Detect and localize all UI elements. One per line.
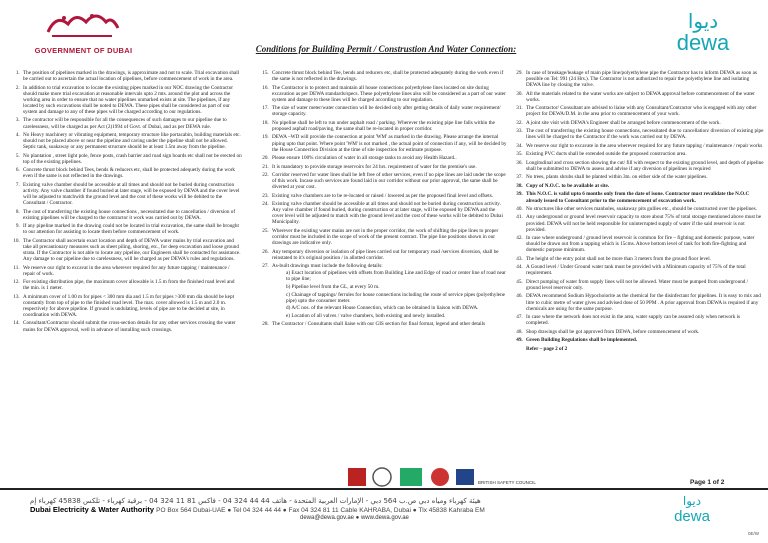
condition-item: 32. A joint site visit with DEWA's Engineer shall be arranged before commencement of the work. xyxy=(524,120,764,126)
condition-item: 20. Please ensure 100% circulation of water in all storage tanks to avoid any Health Hazard.. xyxy=(270,155,507,161)
condition-item: 39. This N.O.C. is valid upto 6 months only from the date of isone. Contractor must revalidate the N.O.C already issued to Consultant prior to the commencement of excavation work. xyxy=(524,191,764,203)
condition-item: 7. Existing valve chamber should be accessible at all times and should not be buried during construction activity. Any valve chamber if found buried at later stage, will be exposed by DEWA and the cover level will be adjusted to matchwith the ground level and the cost of these works will be debited to the Consultant / Contractor. xyxy=(21,182,242,206)
dewa-logo-arabic: ديوا xyxy=(687,9,719,33)
as-built-detail: b) Pipeline level from the GL, at every 50 m. xyxy=(286,284,380,290)
condition-item: 15. Concrete thrust block behind Tee, bends and reducers etc, shall be protected adequately during the work even if the same is not reflected in the drawings. xyxy=(270,70,507,82)
condition-item: 34. We reserve our right to excavate in the area wherever required for any future tapping / maintenance / repair works xyxy=(524,143,764,149)
condition-item: 43. The height of the entry point shall not be more than 3 meters from the ground floor level. xyxy=(524,256,764,262)
dewa-logo-english: dewa xyxy=(676,30,730,54)
condition-item: 18. No pipeline shall be left to run under asphalt road / parking. Wherever the existing pipe line falls within the proposed asphalt road/paving, the same shall be re-located in proper corridor. xyxy=(270,120,507,132)
as-built-detail: c) Chainage of tappings/ ferrules for house connections including the route of service pipes (polyethylene pipe) upto the consumer meter. xyxy=(286,291,505,304)
dewa-logo xyxy=(648,6,758,54)
condition-item: 33. The cost of transferring the existing house connections, necessitated due to cancellation/ diversion of existing pipe lines will be charged to the Contractor if the work was carried out by DEWA. xyxy=(524,128,764,140)
condition-item: 21. It is mandatory to provide storage reservoirs for 24 hrs. requirement of water for the premise's use. xyxy=(270,164,507,170)
condition-item: 19. DEWA –WD will provide the connection at point 'WM' as marked in the drawing. Please arrange the internal piping upto that point. Where point 'WM' is not marked , the actual point of connection if any, will be decided by the House Connection Division at the time of site inspection for estimate purpose. xyxy=(270,134,507,152)
condition-item: 14. Consultant/Contractor should submit the cross-section details for any other services crossing the water mains for DEWA approval, well in advance of installing such crossings. xyxy=(21,320,242,332)
condition-item: 9. If any pipeline marked in the drawing could not be located in trial excavation, the same shall be brought to our attention for assisting to locate them before commencement of work. xyxy=(21,223,242,235)
footer-arabic-address: هيئة كهرباء ومياه دبي ص.ب 564 دبي - الإمارات العربية المتحدة - هاتف 44 44 324 04 - فاكس 81 11 324 04 - برقية كهرباء - تلكس 45838 كهرباء إم xyxy=(30,497,481,505)
condition-item: 48. Shop drawings shall be got approved from DEWA, before commencement of work. xyxy=(524,329,764,335)
condition-item: 13. A minimum cover of 1.00 m for pipes < 300 mm dia and 1.5 m for pipes >300 mm dia should be kept constantly from top of pipe to the finished road level. The max. cover allowed is 1.5 m and 2.0 m. respectively for above pipeline. If ground is undulating, levels of pipe are to be decided at site, in coordination with DEWA. xyxy=(21,294,242,318)
condition-item: 38. Copy of N.O.C. to be available at site. xyxy=(524,183,764,189)
condition-item: 11. We reserve our right to excavat in the area wherever required for any future tapping / maintenance / repair of work. xyxy=(21,265,242,277)
footer-web-email: dewa@dewa.gov.ae ● www.dewa.gov.ae xyxy=(300,515,409,521)
condition-item: 1. The position of pipelines marked in the drawings, is approximate and not to scale. Trial excavation shall be carried out to ascertain the actual location of pipelines, before commencement of work in the area. xyxy=(21,70,242,82)
condition-item: 5. No plantation , street light pole, fence posts, crash barrier and road sign boards etc shall not be erected on top of the existing pipelines. xyxy=(21,153,242,165)
condition-item: 44. A Gound level / Under Ground water tank must be provided with a Minimum capacity of 75% of the total requirement. xyxy=(524,264,764,276)
as-built-detail: d) A/C nos. of the relevant House Connection, which can be obtained in liaison with DEWA. xyxy=(286,305,479,312)
condition-item: 40. No structures like other services manholes, soakaway pits gullies etc., should be constructed over the pipelines. xyxy=(524,206,764,212)
page-number: Page 1 of 2 xyxy=(690,479,725,486)
condition-item: 28. The Contractor / Consultants shall liaise with our GIS section for final format, legend and other details xyxy=(270,321,507,327)
conditions-column-2 xyxy=(255,70,507,330)
condition-item: 49. Green Building Regulations shall be implemented. xyxy=(524,337,764,343)
condition-item: 37. No trees, plants shrubs shall be planted within 3m. on either side of the water pipelines. xyxy=(524,174,764,180)
condition-item: 26. Any temporary diversion or isolation of pipe lines carried out for temporary road /services diversion, shall be reinstated to it's original position / in allotted corridor. xyxy=(270,249,507,261)
conditions-column-3 xyxy=(509,70,764,354)
condition-item: 25. Wherever the existing water mains are not in the proper corridor, the work of shifting the pipe lines to proper corridor must be included in the scope of work of the present contract. The pipe line positions shown in our drawings are indicative only. xyxy=(270,228,507,246)
condition-item: 10. The Contractor shall ascertain exact location and depth of DEWA water mains by trial excavation and take all precautionary measures such as sheet piling, shoring, etc., for deep excavation and loose ground strata. If the Contractor is not able to locate any pipeline, our Engineers shall be contacted for assistance. Any damage to our pipeline due to carelessness, will be charged as per DEWA's rules and regulations. xyxy=(21,238,242,262)
condition-item: 36. Longitudinal and cross section showing the cut/ fill with respect to the existing ground level, and depth of pipeline shall be submitted to DEWA to assess and advise if any diversion of pipelines is required xyxy=(524,160,764,172)
british-safety-council-label: BRITISH SAFETY COUNCIL xyxy=(478,480,536,485)
footer-english-address xyxy=(30,505,485,514)
condition-item: Refer – page 2 of 2 xyxy=(526,345,568,352)
conditions-column-1 xyxy=(6,70,242,335)
as-built-detail: e) Location of all valves / valve chambers, both existing and newly installed. xyxy=(286,312,446,319)
condition-item: 42. In case where underground / ground level reservoir is common for fire – fighting and domestic purpose, water should be drawn out from a tapping which is 15cms. Above bottom level of tank for both fire-fighting and domestic purpose minimum. xyxy=(524,235,764,253)
certification-logos xyxy=(348,466,548,488)
as-built-details-list xyxy=(272,270,507,319)
government-of-dubai-label: GOVERNMENT OF DUBAI xyxy=(34,46,133,55)
government-of-dubai-logo xyxy=(42,6,122,46)
condition-item: 31. The Contractor/ Consultant are advised to liaise with any Consultant/Contractor who is engaged with any other project for DEWA/D.M. in the area prior to commencement of your work. xyxy=(524,105,764,117)
footer-contact: PO Box 564 Dubai-UAE ● Tel 04 324 44 44 ● Fax 04 324 81 11 Cable KAHRABA, Dubai ● Tlx 45838 Kahraba EM xyxy=(156,507,485,514)
footer-dewa-arabic: ديوا xyxy=(682,494,702,508)
footer-separator xyxy=(0,488,768,490)
condition-item: 23. Existing valve chambers are to be re-located or raised / lowered as per the proposed final level and offsets. xyxy=(270,193,507,199)
footer-dewa-logo xyxy=(650,492,734,524)
condition-item: 29. In case of breakage/leakage of main pipe line/polyethylene pipe the Contractor has to inform DEWA as soon as possible on Tel: 991 (24 Hrs.). The Contractor is not authorized to repair the polyethylene line and isolating DEWA line by closing the valve. xyxy=(524,70,764,88)
condition-item: 35. Existing PVC ducts shall be extended outside the proposed construction area. xyxy=(524,151,764,157)
condition-item: 3. The contractor will be responsible for all the consequences of such damages to our pipeline due to carelessness, will be charged as per Act (2)1994 of Govt. of Dubai, and as per DEWA rule. xyxy=(21,117,242,129)
condition-item: 2. In addition to trial excavation to locate the existing pipes marked in our NOC drawing the Contractor should make more trial excavation at reasonable intervals upto 2 mts. around the plot and across the working area in order to ensure that no water pipelines unmarked exists at site. The pipelines, if any located by such excavations shall be noted to DEWA. These pipes shall be considered as part of our system and damage to any of these pipes will be charged according to our regulations. xyxy=(21,85,242,115)
condition-item: 16. The Contractor is to protect and maintain all house connections polyethylene lines located on site during excavation as per DEWA standards/specs. These polyethylene lines also will be considered as a part of our water system and damage to these lines will be charged according to our regulation. xyxy=(270,85,507,103)
condition-item: 47. In case where the network does not exist in the area, water supply can be assured only when network is completed. xyxy=(524,314,764,326)
footer-company-name: Dubai Electricity & Water Authority xyxy=(30,505,155,514)
form-code: 0E/W xyxy=(748,531,760,536)
condition-item: 17. The size of water meter/water connection will be decided only after getting details of daily water requirement/ storage capacity. xyxy=(270,105,507,117)
condition-item: 24. Existing valve chamber should be accessible at all times and should not be buried during construction activity. Any valve chamber if found buried, during construction or at later stage, will be exposed by DEWA and the cover level will be adjusted to match with the ground level and the cost of these works will be debited to Dubai Municipality. xyxy=(270,201,507,225)
condition-item: 41. Any underground or ground level reservoir capacity to store about 75% of total storage mentioned above must be provided. DEWA will not be held responsible for uninterrupted supply of water if the said reservoir is not provided. xyxy=(524,214,764,232)
document-title: Conditions for Building Permit / Construstion And Water Connection: xyxy=(255,44,517,54)
condition-item: 8. The cost of transferring the existing house connections , necessitated due to cancellation / diversion of existing pipelines will be charged to the contractor it work was carried out by DEWA. xyxy=(21,209,242,221)
condition-item: 46. DEWA recommend Sodium Hypochoiorite as the chemical for the disinfectant for pipelines. It is easy to mix and litre to cubic metre of water gives and advised dose of 50 PPM . A prior approval from DEWA is required if any chemicals are using for the same purpose. xyxy=(524,293,764,311)
condition-item: 6. Concrete thrust block behind Tees, bends & reducers etc, shall be protected adequetly during the work even if the same is not reflected in the drawings. xyxy=(21,167,242,179)
as-built-detail: a) Exact location of pipelines with offsets from Building Line and Edge of road or center line of road near to pipe line; xyxy=(286,270,506,283)
footer-dewa-english: dewa xyxy=(674,508,710,524)
condition-item: 22. Corridor reserved for water lines shall be left free of other services, even if no pipe lines are laid under the scope of this work. Incase such services are found laid in our corridor without our prior approval, the same shall be diverted at your cost. xyxy=(270,172,507,190)
condition-item: 27. As-built drawings must include the following details: a) Exact location of pipelines with offsets from Building Line and Edge of road or center line of road near to pipe line; b) Pipeline level from the GL, at every 50 m. c) Chainage of tappings/ ferrules for house connections including the route of service pipes (polyethylene pipe) upto the consumer meter. d) A/C nos. of the relevant House Connection, which can be obtained in liaison with DEWA. e) Location of all valves / valve chambers, both existing and newly installed. xyxy=(270,263,507,319)
condition-item: 30. All the materials related to the water works are subject to DEWA approval before commencement of the water works. xyxy=(524,91,764,103)
condition-item: 45. Direct pumping of water from supply lines will not be allowed. Water must be pumped from underground / ground level reservoir only. xyxy=(524,279,764,291)
condition-item: 4. No Heavy machinery or vibrating equipment, temporary structure like portacabin, building materials etc. should not be placed above or near the pipeline and caving under the pipeline shall not be allowed. Septic tank, soakaway or any permanent structure should be at least 1.5m away from the pipeline. xyxy=(21,132,242,150)
condition-item: 12. For existing distribution pipe, the maximum cover allowable is 1.5 m from the finished road level and the min. is 1 meter. xyxy=(21,279,242,291)
